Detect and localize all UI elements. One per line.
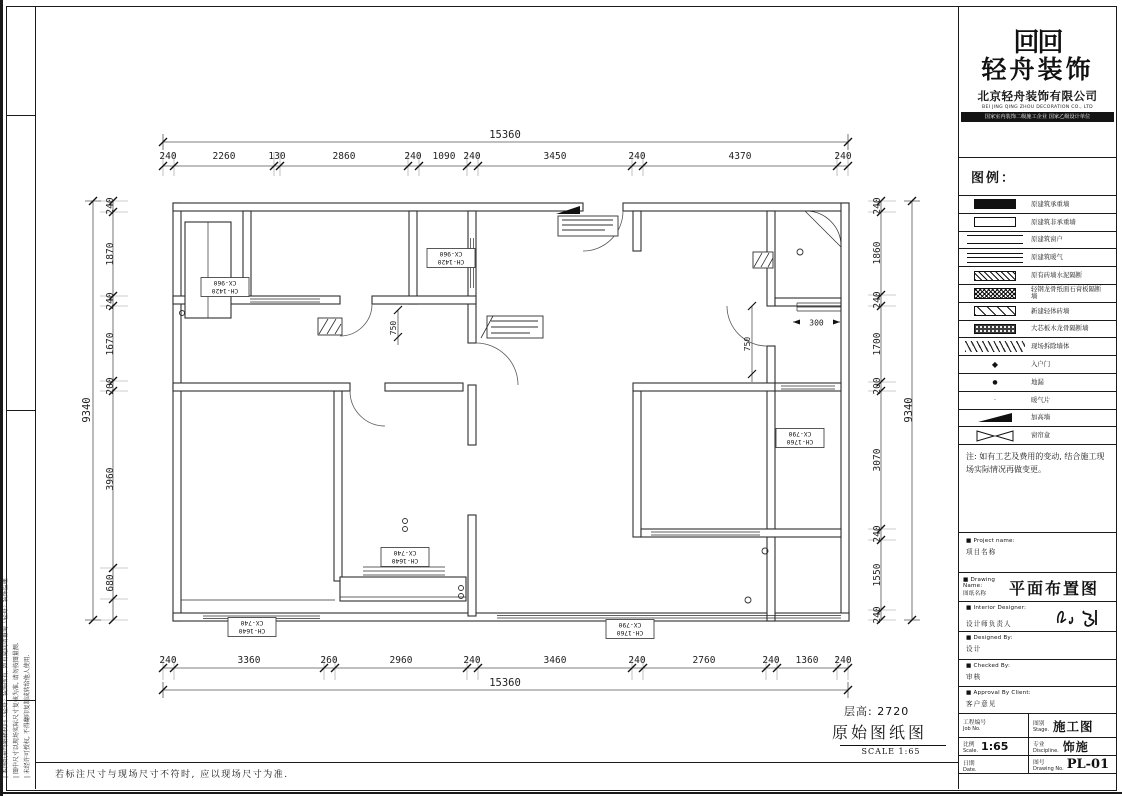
- discipline-cell: [1029, 738, 1116, 755]
- legend-symbol-raised-wall: [959, 413, 1031, 422]
- stage-label-cn: 图别: [1033, 721, 1045, 727]
- designed-by-box: [959, 632, 1116, 660]
- legend-symbol-solid-wall: [959, 199, 1031, 209]
- window-tag: [776, 429, 824, 448]
- drawing-no-cell: [1029, 756, 1116, 773]
- stage-cell: [1029, 714, 1116, 737]
- window-tag: [381, 548, 429, 567]
- legend-label: 新建轻体砖墙: [1031, 306, 1070, 315]
- checked-label-en: ■ Checked By:: [966, 663, 1011, 669]
- legend-row: [959, 392, 1116, 410]
- legend-row: [959, 374, 1116, 392]
- dim-bottom-seg: 3460: [543, 655, 567, 666]
- legend-symbol-demolish-wall: [959, 341, 1031, 352]
- dim-bottom: [159, 655, 851, 689]
- legend-row: [959, 214, 1116, 232]
- dim-right: [872, 197, 915, 623]
- dim-bottom-seg: 3360: [237, 655, 261, 666]
- drawing-label-cn: 图纸名称: [963, 591, 987, 597]
- window-tag-line: CX-960: [439, 250, 463, 257]
- legend-row: [959, 303, 1116, 321]
- footer-note: 若标注尺寸与现场尺寸不符时, 应以现场尺寸为准.: [55, 770, 289, 780]
- company-qualification: 国家室内装饰二级施工企业 国家乙级设计单位: [961, 112, 1114, 122]
- legend-symbol-floor-drain: ●: [992, 378, 998, 386]
- dim-bottom-seg: 240: [762, 655, 780, 666]
- designed-label-en: ■ Designed By:: [966, 635, 1013, 641]
- dim-top-seg: 240: [404, 151, 422, 162]
- window-tag-line: CX-790: [618, 621, 642, 628]
- legend-label: 入户门: [1031, 359, 1051, 368]
- margin-note-line: | 未经许可授权, 不得翻印复制或转给他人使用.: [24, 654, 32, 778]
- dim-top-seg: 240: [463, 151, 481, 162]
- legend-label: 地漏: [1031, 377, 1044, 386]
- legend-label: 原建筑暖气: [1031, 253, 1063, 262]
- legend-title: 图例：: [959, 158, 1116, 196]
- legend-row: [959, 427, 1116, 445]
- dim-bottom-seg: 240: [628, 655, 646, 666]
- window-tag-line: CH-1420: [437, 258, 465, 265]
- dim-left-seg: 240: [105, 197, 116, 215]
- window-tag: [606, 620, 654, 639]
- company-name-en: BEI JING QING ZHOU DECORATION CO., LTD: [982, 104, 1093, 110]
- legend-symbol-radiator-unit: ·: [994, 396, 996, 404]
- company-name: 北京轻舟装饰有限公司: [977, 88, 1098, 103]
- drawing-no-label-cn: 图号: [1033, 760, 1045, 766]
- window-tag-line: CH-1640: [391, 557, 419, 564]
- plan-fixtures: [318, 206, 773, 338]
- dim-left-seg: 1670: [105, 332, 116, 356]
- dimension-ticks: [89, 138, 916, 694]
- project-label-en: ■ Project name:: [966, 538, 1015, 544]
- designer-box: [959, 602, 1116, 632]
- project-name-box: [959, 533, 1116, 573]
- dim-top-seg: 240: [628, 151, 646, 162]
- inner-dim: 300: [809, 318, 824, 328]
- dim-right-seg: 1550: [872, 563, 883, 587]
- drawing-no-value: PL-01: [1066, 757, 1110, 772]
- inner-dim: 750: [743, 336, 752, 352]
- legend-symbol-radiator: [959, 253, 1031, 263]
- window-tags: [201, 249, 824, 639]
- dim-left-seg: 240: [105, 292, 116, 310]
- dim-top: [159, 129, 851, 162]
- legend-symbol-window: [959, 235, 1031, 244]
- legend-label: 原建筑窗户: [1031, 235, 1063, 244]
- grid-row-2: [959, 738, 1116, 756]
- designer-signature: [1050, 605, 1106, 629]
- discipline-label-cn: 专业: [1033, 742, 1045, 748]
- dim-top-total: 15360: [489, 129, 521, 141]
- legend-label: 原建筑非承重墙: [1031, 217, 1076, 226]
- dim-bottom-total: 15360: [489, 677, 521, 689]
- legend-row: [959, 356, 1116, 374]
- window-tag-line: CX-960: [213, 279, 237, 286]
- dim-bottom-seg: 1360: [795, 655, 819, 666]
- margin-note-line: | 本图纸最终解释权归〈轻舟〉装饰所有, 如有疑问请垂询〈轻舟〉装饰监理.: [2, 576, 9, 778]
- title-block: [958, 6, 1116, 789]
- brand-name: 轻舟装饰: [981, 55, 1094, 84]
- plan-door-arcs: [340, 211, 767, 426]
- dim-top-seg: 130: [268, 151, 286, 162]
- floor-height-label: 层高: 2720: [844, 705, 910, 718]
- company-header: [959, 6, 1116, 158]
- legend-row: [959, 232, 1116, 250]
- dim-left: [81, 197, 116, 591]
- window-tag-line: CH-1760: [786, 438, 814, 445]
- checked-by-box: [959, 660, 1116, 687]
- stage-label-en: Stage.: [1033, 727, 1050, 733]
- dim-top-seg: 2260: [212, 151, 236, 162]
- window-tag: [201, 278, 249, 297]
- legend-label: 加高墙: [1031, 413, 1051, 422]
- window-tag-line: CX-740: [393, 549, 417, 556]
- drawing-label-en: ■ Drawing Name:: [963, 577, 996, 589]
- dim-right-seg: 240: [872, 291, 883, 309]
- job-no-cell: [959, 714, 1029, 737]
- window-tag-line: CH-1760: [616, 629, 644, 636]
- approval-label-en: ■ Approval By Client:: [966, 690, 1031, 696]
- grid-row-1: [959, 714, 1116, 738]
- legend-symbol-gypsum-wall: [959, 288, 1031, 299]
- approval-box: [959, 687, 1116, 714]
- legend-symbol-hollow-wall: [959, 217, 1031, 227]
- window-tag-line: CX-740: [240, 619, 264, 626]
- dim-top-seg: 240: [159, 151, 177, 162]
- legend-row: [959, 410, 1116, 428]
- plan-windows: [181, 211, 841, 619]
- legend-symbol-entry-door: ◆: [991, 360, 999, 370]
- discipline-value: 饰施: [1062, 740, 1089, 754]
- project-label-cn: 项目名称: [966, 548, 997, 556]
- designer-label-cn: 设计师负责人: [966, 620, 1012, 628]
- legend-label: 原有砖墙水泥隔断: [1031, 270, 1083, 279]
- scale-label-cn: 比例: [963, 742, 975, 748]
- window-tag: [427, 249, 475, 268]
- dim-top-seg: 3450: [543, 151, 567, 162]
- stage-value: 施工图: [1053, 718, 1094, 734]
- dim-bottom-seg: 240: [159, 655, 177, 666]
- legend-row: [959, 249, 1116, 267]
- dim-right-seg: 1860: [872, 241, 883, 265]
- designer-label-en: ■ Interior Designer:: [966, 605, 1027, 611]
- dim-top-seg: 2860: [332, 151, 356, 162]
- dim-bottom-seg: 240: [463, 655, 481, 666]
- legend-row: [959, 338, 1116, 356]
- dim-right-seg: 240: [872, 606, 883, 624]
- legend-symbol-new-brick-wall: [959, 306, 1031, 316]
- drawing-no-label-en: Drawing No.: [1033, 766, 1064, 772]
- window-tag-line: CH-1640: [238, 627, 266, 634]
- caption-scale: SCALE 1:65: [861, 747, 921, 756]
- dim-left-seg: 200: [105, 377, 116, 395]
- dim-bottom-seg: 2760: [692, 655, 716, 666]
- date-label-cn: 日期: [963, 761, 975, 767]
- drawing-caption-title: 原始图纸图: [832, 723, 928, 742]
- designed-label-cn: 设计: [966, 645, 982, 653]
- date-label-en: Date.: [963, 767, 977, 773]
- dim-bottom-seg: 240: [834, 655, 852, 666]
- legend-row: [959, 267, 1116, 285]
- scale-cell: [959, 738, 1029, 755]
- legend-label: 轻钢龙骨纸面石膏板隔断墙: [1031, 285, 1102, 301]
- job-no-label-cn: 工程编号: [963, 720, 987, 726]
- dim-left-seg: 680: [105, 574, 116, 592]
- drawing-name-box: [959, 573, 1116, 602]
- legend-symbol-curtain-box: [959, 430, 1031, 442]
- bowtie-icon: [976, 430, 1014, 442]
- scale-label-en: Scale.: [963, 748, 979, 754]
- dim-right-seg: 3070: [872, 448, 883, 472]
- drawing-name: 平面布置图: [1009, 578, 1100, 598]
- inner-dim: 750: [389, 320, 398, 336]
- legend-label: 暖气片: [1031, 395, 1051, 404]
- dim-left-seg: 1870: [105, 242, 116, 266]
- date-cell: [959, 756, 1029, 773]
- legend-label: 原建筑承重墙: [1031, 199, 1070, 208]
- dim-right-seg: 1700: [872, 332, 883, 356]
- checked-label-cn: 审核: [966, 673, 982, 681]
- discipline-label-en: Discipline.: [1033, 748, 1059, 754]
- dim-top-seg: 4370: [728, 151, 752, 162]
- margin-note-line: | 图中尺寸以现场实际尺寸复核为准, 请勿按图量测.: [13, 642, 21, 778]
- dim-right-seg: 240: [872, 525, 883, 543]
- approval-label-cn: 客户意见: [966, 700, 997, 708]
- dim-right-seg: 240: [872, 197, 883, 215]
- dim-top-seg: 240: [834, 151, 852, 162]
- dim-bottom-seg: 260: [320, 655, 338, 666]
- dim-right-total: 9340: [903, 397, 915, 423]
- window-tag-line: CH-1420: [211, 287, 239, 294]
- scale-value: 1:65: [981, 740, 1009, 753]
- dim-right-seg: 200: [872, 377, 883, 395]
- dim-left-total: 9340: [81, 397, 93, 423]
- grid-row-3: [959, 756, 1116, 774]
- legend-label: 大芯板木龙骨隔断墙: [1031, 324, 1089, 333]
- legend-label: 现场拆除墙体: [1031, 342, 1070, 351]
- revision-note: 注: 如有工艺及费用的变动, 结合施工现场实际情况再做变更。: [959, 445, 1116, 533]
- job-no-label-en: Job No.: [963, 726, 981, 732]
- company-logo-icon: 回回: [1013, 28, 1062, 58]
- legend-row: [959, 321, 1116, 339]
- window-tag-line: CX-790: [788, 430, 812, 437]
- legend-row: [959, 196, 1116, 214]
- dim-top-seg: 1090: [432, 151, 456, 162]
- window-tag: [228, 618, 276, 637]
- dim-left-seg: 3960: [105, 467, 116, 491]
- legend-symbol-hatch-wall: [959, 271, 1031, 281]
- dim-bottom-seg: 2960: [389, 655, 413, 666]
- legend-label: 窗帘盒: [1031, 431, 1051, 440]
- legend-symbol-board-wall: [959, 324, 1031, 334]
- plan-walls: [173, 203, 849, 621]
- legend-row: [959, 285, 1116, 303]
